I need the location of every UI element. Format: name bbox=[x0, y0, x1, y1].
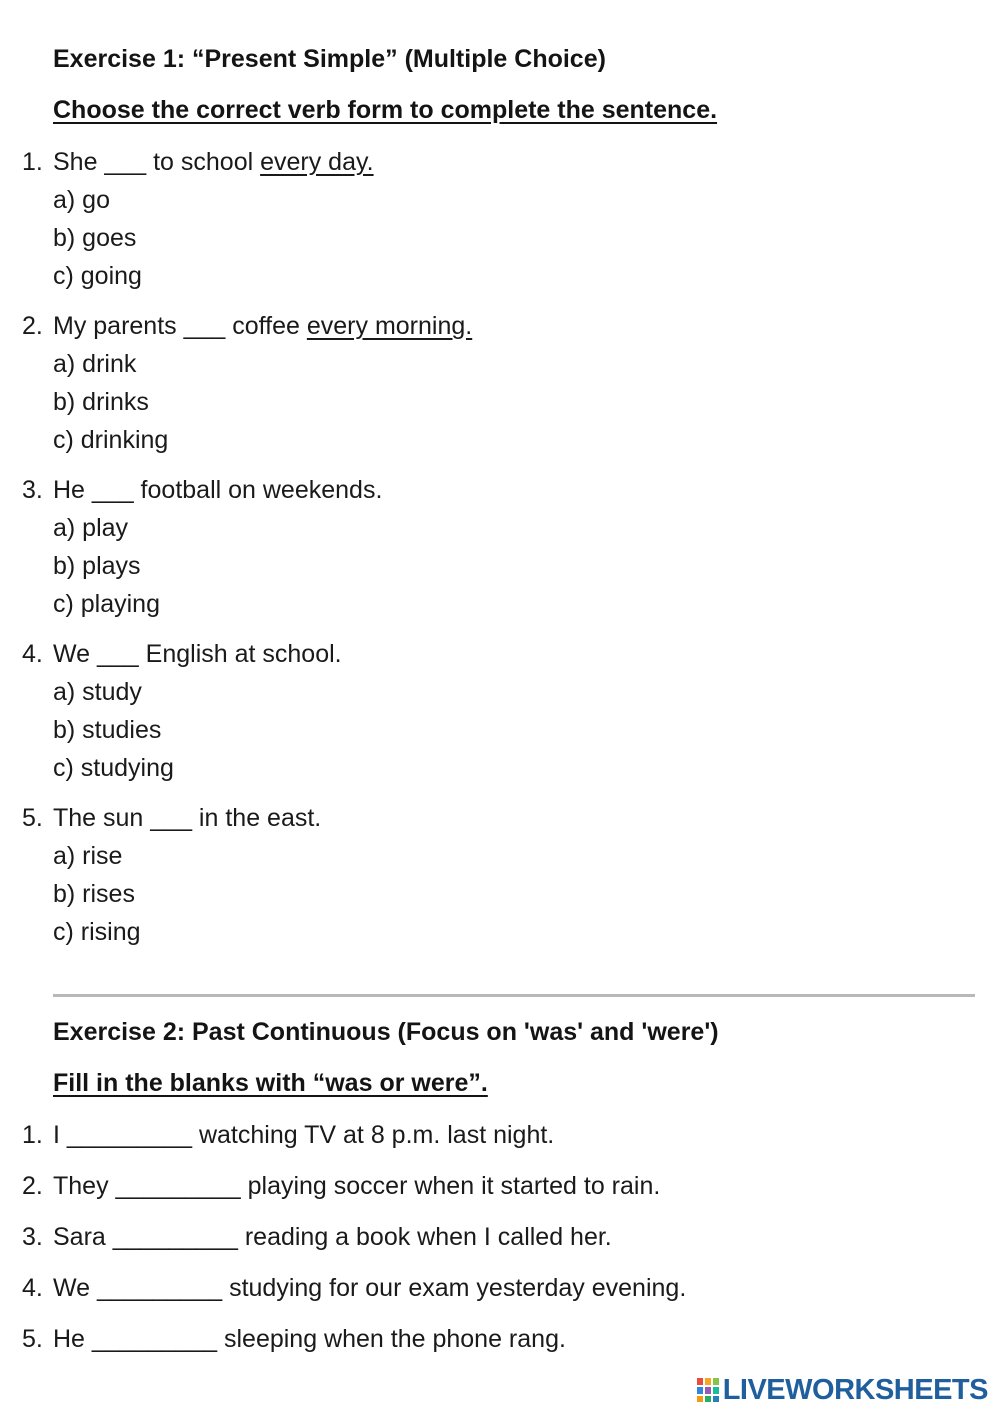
question-number: 5. bbox=[22, 804, 43, 832]
question-number: 5. bbox=[22, 1325, 43, 1353]
ex1-q5-option-b[interactable]: b) rises bbox=[53, 880, 135, 908]
ex1-q5-option-a[interactable]: a) rise bbox=[53, 842, 123, 870]
ex1-q4-option-c[interactable]: c) studying bbox=[53, 754, 174, 782]
question-underlined-text: every day. bbox=[260, 148, 374, 176]
ex1-question-4 bbox=[22, 640, 342, 669]
ex2-question-5 bbox=[22, 1325, 566, 1354]
ex2-question-4 bbox=[22, 1274, 686, 1303]
ex1-question-3 bbox=[22, 476, 382, 505]
ex1-q1-option-b[interactable]: b) goes bbox=[53, 224, 137, 252]
ex1-q3-option-a[interactable]: a) play bbox=[53, 514, 129, 542]
section-divider bbox=[53, 994, 975, 997]
question-text[interactable]: I _________ watching TV at 8 p.m. last night. bbox=[53, 1121, 555, 1149]
ex1-q3-option-b[interactable]: b) plays bbox=[53, 552, 141, 580]
ex1-q4-option-a[interactable]: a) study bbox=[53, 678, 142, 706]
ex1-q2-option-b[interactable]: b) drinks bbox=[53, 388, 149, 416]
question-number: 3. bbox=[22, 476, 43, 504]
question-text: We ___ English at school. bbox=[53, 640, 342, 668]
ex1-question-2 bbox=[22, 312, 472, 341]
question-number: 3. bbox=[22, 1223, 43, 1251]
question-text: The sun ___ in the east. bbox=[53, 804, 322, 832]
ex1-q4-option-b[interactable]: b) studies bbox=[53, 716, 162, 744]
ex2-question-3 bbox=[22, 1223, 612, 1252]
question-number: 1. bbox=[22, 1121, 43, 1149]
ex1-question-1 bbox=[22, 148, 374, 177]
question-text[interactable]: They _________ playing soccer when it started to rain. bbox=[53, 1172, 661, 1200]
ex1-q2-option-c[interactable]: c) drinking bbox=[53, 426, 169, 454]
ex1-q1-option-c[interactable]: c) going bbox=[53, 262, 142, 290]
question-text[interactable]: We _________ studying for our exam yesterday evening. bbox=[53, 1274, 687, 1302]
question-text: My parents ___ coffee bbox=[53, 312, 307, 340]
ex1-q3-option-c[interactable]: c) playing bbox=[53, 590, 160, 618]
question-text[interactable]: He _________ sleeping when the phone rang. bbox=[53, 1325, 566, 1353]
liveworksheets-logo-icon bbox=[696, 1377, 720, 1403]
ex1-q5-option-c[interactable]: c) rising bbox=[53, 918, 141, 946]
ex1-q1-option-a[interactable]: a) go bbox=[53, 186, 110, 214]
question-number: 2. bbox=[22, 312, 43, 340]
ex1-q2-option-a[interactable]: a) drink bbox=[53, 350, 137, 378]
question-text[interactable]: Sara _________ reading a book when I called her. bbox=[53, 1223, 612, 1251]
ex1-question-5 bbox=[22, 804, 321, 833]
question-number: 4. bbox=[22, 1274, 43, 1302]
ex2-question-1 bbox=[22, 1121, 554, 1150]
exercise-2-title: Exercise 2: Past Continuous (Focus on 'was' and 'were') bbox=[53, 1018, 719, 1046]
question-number: 1. bbox=[22, 148, 43, 176]
question-underlined-text: every morning. bbox=[306, 312, 473, 340]
question-number: 4. bbox=[22, 640, 43, 668]
exercise-2-instruction: Fill in the blanks with “was or were”. bbox=[53, 1069, 488, 1097]
exercise-1-title: Exercise 1: “Present Simple” (Multiple Choice) bbox=[53, 45, 606, 73]
question-text: He ___ football on weekends. bbox=[53, 476, 383, 504]
question-text: She ___ to school bbox=[53, 148, 261, 176]
question-number: 2. bbox=[22, 1172, 43, 1200]
liveworksheets-logo[interactable] bbox=[696, 1374, 988, 1406]
ex2-question-2 bbox=[22, 1172, 660, 1201]
exercise-1-instruction: Choose the correct verb form to complete the sentence. bbox=[53, 96, 718, 124]
logo-text: LIVEWORKSHEETS bbox=[722, 1373, 988, 1406]
